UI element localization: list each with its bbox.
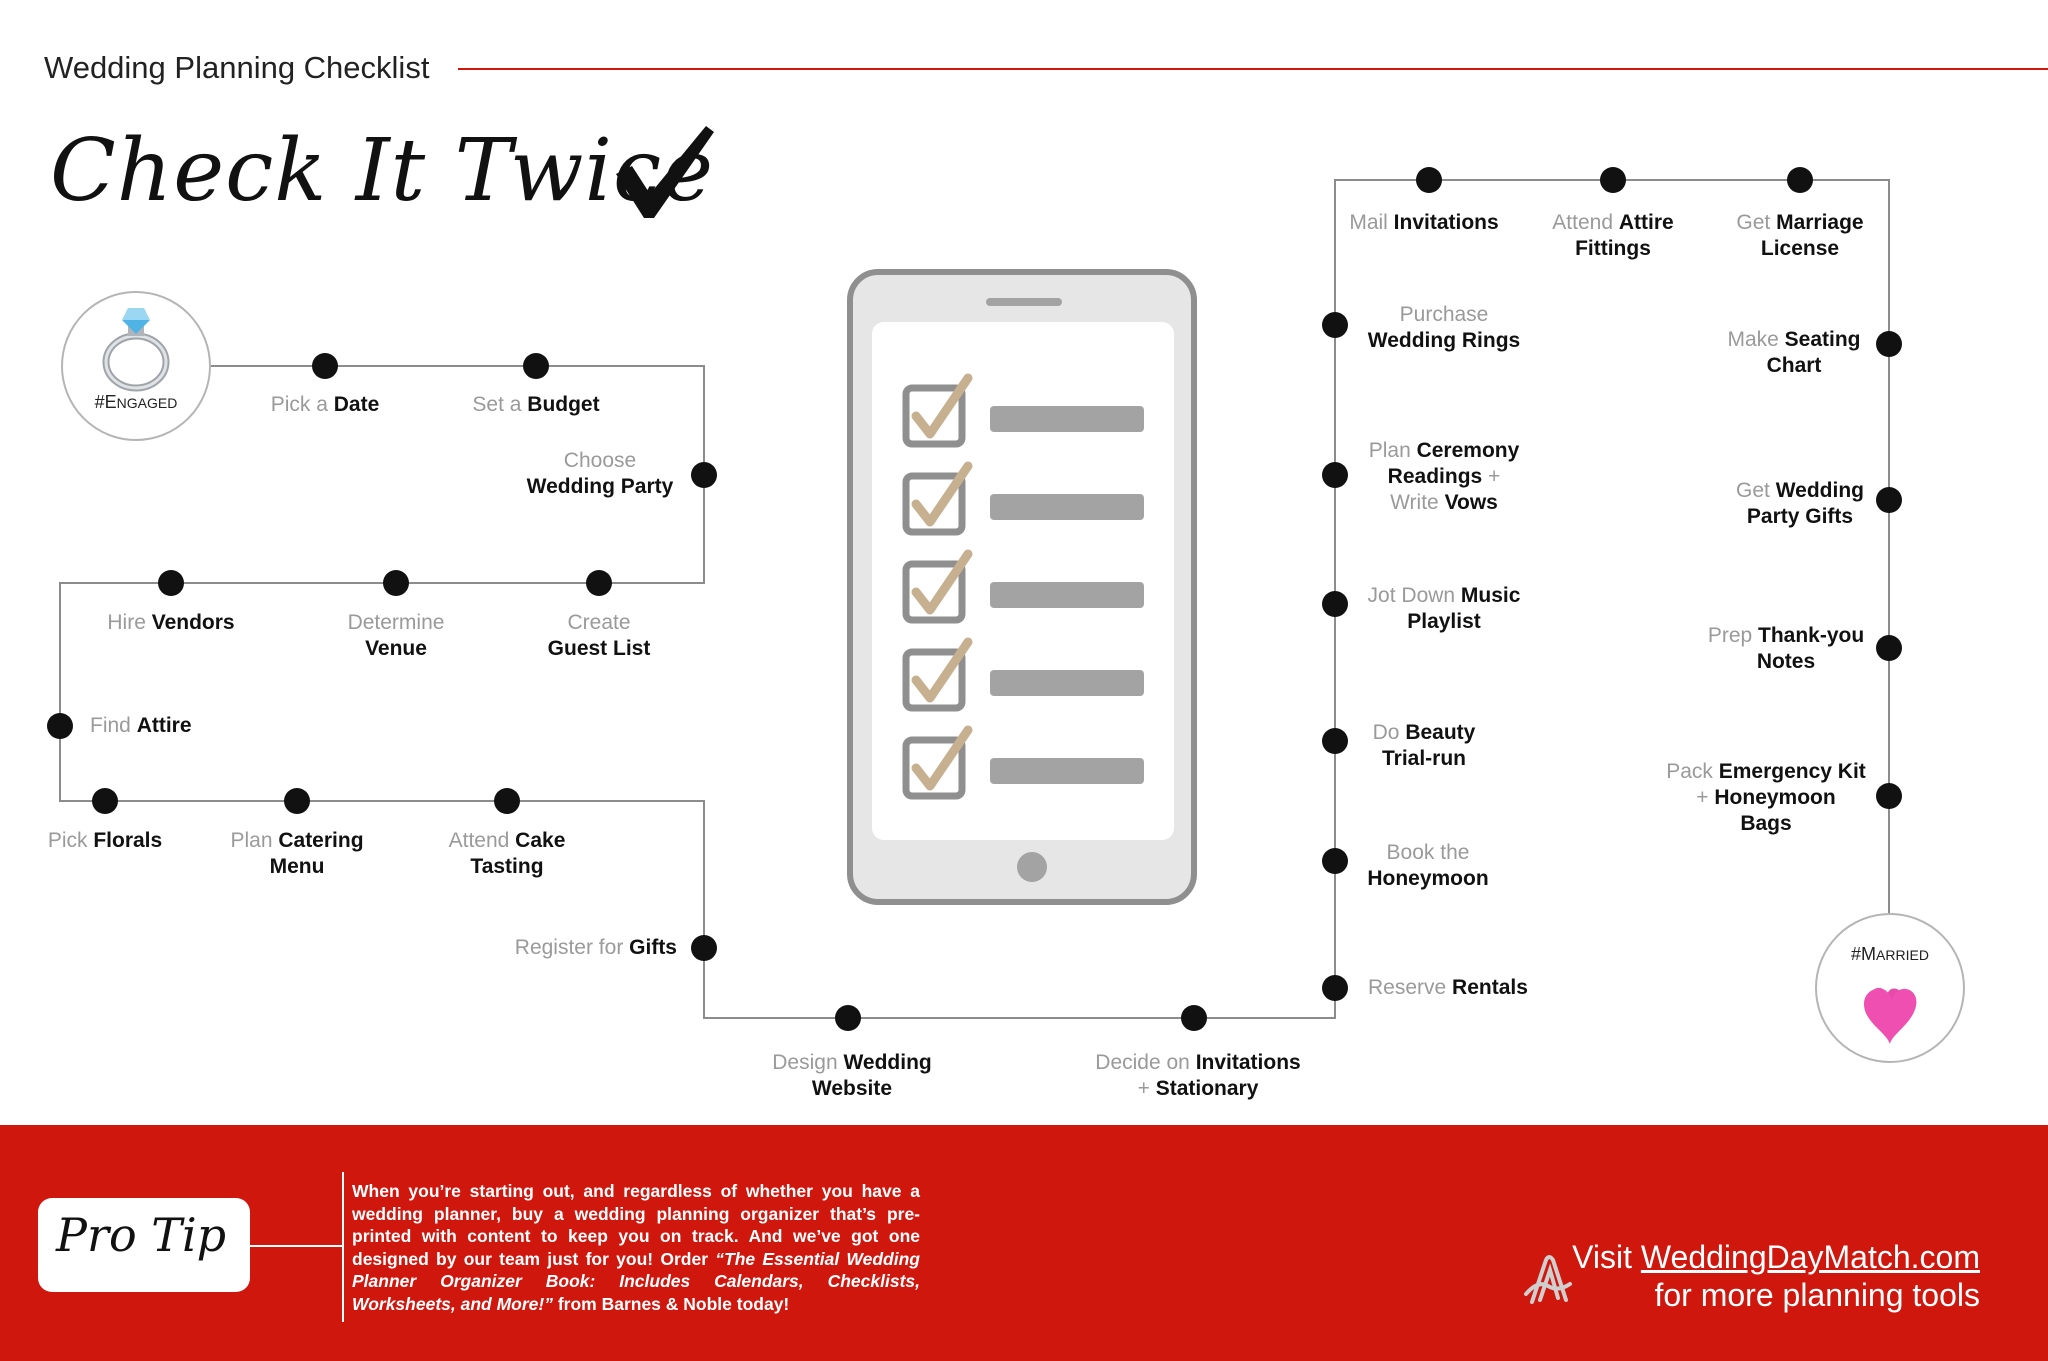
step-verb: Jot Down <box>1367 584 1461 607</box>
pro-tip-label: Pro Tip <box>56 1208 227 1262</box>
step-noun: Florals <box>93 829 163 852</box>
step-noun: Vows <box>1444 491 1498 514</box>
step-verb: Design <box>772 1051 844 1074</box>
step-noun: Tasting <box>470 855 544 878</box>
step-label <box>1666 759 1866 837</box>
step-verb: Make <box>1727 328 1785 351</box>
step-verb: Do <box>1372 721 1406 744</box>
step-noun: Venue <box>365 637 427 660</box>
visit-cta: Visit WeddingDayMatch.com for more planning tools <box>1572 1239 1980 1313</box>
step-verb: Decide on <box>1095 1051 1196 1074</box>
step-label <box>548 610 651 662</box>
timeline-dot <box>1876 331 1902 357</box>
paperclip-logo-icon <box>1518 1250 1578 1310</box>
step-label <box>1367 840 1488 892</box>
timeline-dot <box>523 353 549 379</box>
step-label <box>515 935 677 961</box>
step-label <box>48 828 162 854</box>
pro-tip-card <box>38 1198 250 1292</box>
step-verb: Reserve <box>1368 976 1453 999</box>
step-label <box>1368 583 1521 635</box>
step-noun: Attire <box>1618 211 1674 234</box>
timeline-dot <box>1322 462 1348 488</box>
timeline-dot <box>47 713 73 739</box>
pro-tip-divider <box>342 1172 344 1322</box>
timeline-dot <box>312 353 338 379</box>
step-noun: Vendors <box>151 611 235 634</box>
step-noun: Wedding <box>843 1051 932 1074</box>
step-verb: Plan <box>230 829 279 852</box>
step-label <box>348 610 445 662</box>
step-verb: Pack <box>1666 760 1719 783</box>
step-verb: Find <box>90 714 137 737</box>
timeline-dot <box>835 1005 861 1031</box>
step-noun: Invitations <box>1393 211 1499 234</box>
timeline-dot <box>586 570 612 596</box>
checklist-line-placeholder <box>990 494 1144 520</box>
timeline-dot <box>691 462 717 488</box>
step-verb: Book the <box>1386 841 1470 864</box>
step-label <box>1349 210 1498 236</box>
step-noun: Cake <box>515 829 566 852</box>
step-noun: Wedding <box>1775 479 1864 502</box>
step-verb: Mail <box>1349 211 1394 234</box>
step-verb: Pick <box>47 829 94 852</box>
timeline-dot <box>691 935 717 961</box>
step-noun: Trial-run <box>1381 747 1466 770</box>
step-label <box>1727 327 1860 379</box>
step-noun: Readings <box>1387 465 1489 488</box>
step-noun: Gifts <box>629 936 677 959</box>
step-noun: Menu <box>269 855 325 878</box>
timeline-dot <box>1787 167 1813 193</box>
timeline-dot <box>383 570 409 596</box>
timeline-dot <box>1322 591 1348 617</box>
page-header-title: Wedding Planning Checklist <box>44 50 430 85</box>
step-label <box>1736 478 1864 530</box>
timeline-dot <box>1322 975 1348 1001</box>
step-noun: Stationary <box>1155 1077 1259 1100</box>
step-noun: Guest List <box>547 637 651 660</box>
step-verb: Create <box>567 611 631 634</box>
step-verb: Attend <box>1552 211 1619 234</box>
step-noun: Honeymoon <box>1714 786 1836 809</box>
step-noun: Notes <box>1756 650 1816 673</box>
step-verb: Register for <box>514 936 630 959</box>
step-noun: Wedding Party <box>526 475 674 498</box>
step-label <box>1373 720 1476 772</box>
checklist-line-placeholder <box>990 406 1144 432</box>
step-noun: License <box>1760 237 1840 260</box>
step-verb: Attend <box>448 829 516 852</box>
step-verb: Write <box>1390 491 1445 514</box>
timeline-dot <box>284 788 310 814</box>
step-noun: Attire <box>136 714 192 737</box>
cta-tagline: for more planning tools <box>1654 1277 1980 1313</box>
step-noun: Rentals <box>1452 976 1528 999</box>
step-noun: Beauty <box>1405 721 1476 744</box>
step-label <box>1368 302 1520 354</box>
step-noun: Bags <box>1740 812 1792 835</box>
timeline-dot <box>92 788 118 814</box>
timeline-dot <box>1600 167 1626 193</box>
step-verb: Pick a <box>270 393 334 416</box>
step-noun: Chart <box>1766 354 1822 377</box>
step-label <box>527 448 674 500</box>
timeline-dot <box>1876 487 1902 513</box>
timeline-dot <box>1181 1005 1207 1031</box>
book-title[interactable]: “The Essential Wedding Planner Organizer Book: Includes Calendars, Checklists, Worksheets, and More!” <box>352 1248 920 1314</box>
step-verb: Choose <box>563 449 637 472</box>
website-link[interactable]: WeddingDayMatch.com <box>1640 1239 1980 1275</box>
step-label <box>449 828 566 880</box>
step-verb: Get <box>1736 211 1777 234</box>
step-noun: Invitations <box>1195 1051 1301 1074</box>
pro-tip-body: When you’re starting out, and regardless of whether you have a wedding planner, buy a wedding planning organizer that’s pre-printed with content to keep you on track. And we’ve got one designed by our team just for you! Order “The Essential Wedding Planner Organizer Book: Includes Calendars, Checklists, Worksheets, and More!” from Barnes & Noble today! <box>352 1181 920 1314</box>
step-label <box>1369 438 1520 516</box>
step-label <box>1368 975 1528 1001</box>
step-label <box>472 392 599 418</box>
step-noun: Date <box>333 393 380 416</box>
step-verb: Determine <box>347 611 445 634</box>
step-label <box>1095 1050 1300 1102</box>
checklist-line-placeholder <box>990 758 1144 784</box>
step-noun: Playlist <box>1407 610 1481 633</box>
hero-title: Check It Twice <box>50 121 715 221</box>
checklist-line-placeholder <box>990 582 1144 608</box>
checklist-line-placeholder <box>990 670 1144 696</box>
timeline-dot <box>158 570 184 596</box>
timeline-dot <box>1876 783 1902 809</box>
step-verb: Prep <box>1707 624 1759 647</box>
step-verb: + <box>1696 786 1715 809</box>
step-noun: Ceremony <box>1416 439 1520 462</box>
engaged-label: #ENGAGED <box>94 392 178 412</box>
pro-tip-connector <box>250 1245 342 1247</box>
step-noun: Emergency Kit <box>1718 760 1866 783</box>
step-label <box>230 828 363 880</box>
step-label <box>90 713 192 739</box>
step-verb: Set a <box>472 393 528 416</box>
step-label <box>772 1050 931 1102</box>
step-label <box>1736 210 1863 262</box>
step-verb: + <box>1488 465 1501 488</box>
step-label <box>1552 210 1673 262</box>
step-verb: + <box>1137 1077 1156 1100</box>
timeline-dot <box>1416 167 1442 193</box>
step-verb: Purchase <box>1399 303 1489 326</box>
step-noun: Budget <box>527 393 600 416</box>
timeline-dot <box>494 788 520 814</box>
timeline-dot <box>1322 848 1348 874</box>
step-noun: Music <box>1460 584 1521 607</box>
timeline-dot <box>1322 312 1348 338</box>
step-label <box>1708 623 1864 675</box>
step-noun: Thank-you <box>1758 624 1865 647</box>
step-noun: Website <box>811 1077 893 1100</box>
married-label: #MARRIED <box>1851 944 1929 964</box>
timeline-dot <box>1322 728 1348 754</box>
step-noun: Seating <box>1784 328 1861 351</box>
step-noun: Honeymoon <box>1367 867 1489 890</box>
step-noun: Party Gifts <box>1746 505 1854 528</box>
step-noun: Catering <box>278 829 364 852</box>
timeline-dot <box>1876 635 1902 661</box>
step-verb: Get <box>1736 479 1776 502</box>
step-verb: Plan <box>1368 439 1417 462</box>
step-noun: Wedding Rings <box>1367 329 1521 352</box>
step-noun: Fittings <box>1575 237 1651 260</box>
step-noun: Marriage <box>1776 211 1864 234</box>
step-verb: Hire <box>107 611 152 634</box>
step-label <box>271 392 380 418</box>
step-label <box>107 610 234 636</box>
